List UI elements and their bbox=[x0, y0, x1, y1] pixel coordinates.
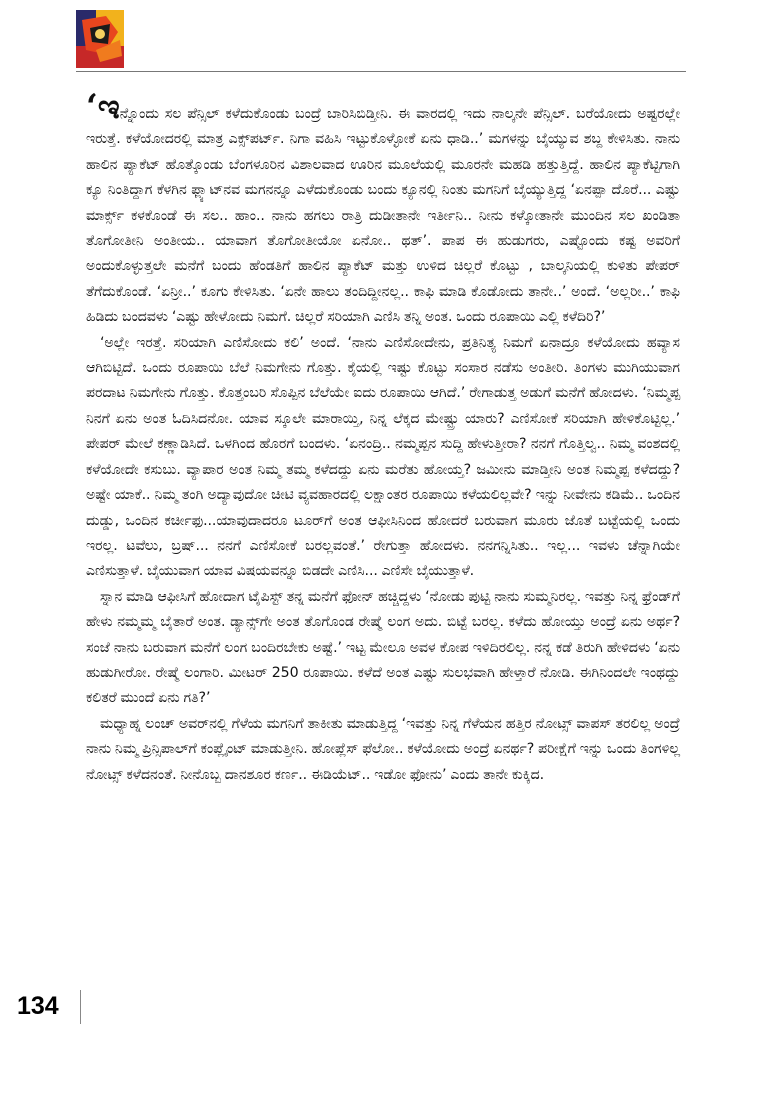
paragraph-4: ಮಧ್ಯಾಹ್ನ ಲಂಚ್ ಅವರ್‌ನಲ್ಲಿ ಗೆಳೆಯ ಮಗನಿಗೆ ತಾಕೀತು ಮಾಡುತ್ತಿದ್ದ ‘ಇವತ್ತು ನಿನ್ನ ಗೆಳೆಯನ ಹತ್ತಿರ ನೋಟ್ಸ್ ವಾಪಸ್ ತರಲಿಲ್ಲ ಅಂದ್ರೆ ನಾನು ನಿಮ್ಮ ಪ್ರಿನ್ಸಿಪಾಲ್‌ಗೆ ಕಂಪ್ಲೈಂಟ್ ಮಾಡುತ್ತೀನಿ. ಹೋಪ್ಲೆಸ್ ಫೆಲೋ.. ಕಳೆಯೋದು ಅಂದ್ರೆ ಏನರ್ಥ? ಪರೀಕ್ಷೆಗೆ ಇನ್ನು ಒಂದು ತಿಂಗಳಿಲ್ಲ ನೋಟ್ಸ್ ಕಳೆದನಂತೆ. ನೀನೊಬ್ಬ ದಾನಶೂರ ಕರ್ಣ.. ಈಡಿಯೆಟ್.. ಇಡೋ ಫೋನು’ ಎಂದು ತಾನೇ ಕುಕ್ಕಿದ. bbox=[86, 715, 680, 783]
page-number: 134 bbox=[17, 992, 59, 1020]
paragraph-3: ಸ್ನಾನ ಮಾಡಿ ಆಫೀಸಿಗೆ ಹೋದಾಗ ಟೈಪಿಸ್ಟ್ ತನ್ನ ಮನೆಗೆ ಫೋನ್ ಹಚ್ಚಿದ್ದಳು ‘ನೋಡು ಪುಟ್ಟಿ ನಾನು ಸುಮ್ಮನಿರಲ್ಲ. ಇವತ್ತು ನಿನ್ನ ಫ್ರೆಂಡ್‌ಗೆ ಹೇಳು ನಮ್ಮಮ್ಮ ಬೈತಾರೆ ಅಂತ. ಡ್ಯಾನ್ಸ್‌ಗೇ ಅಂತ ತೊಗೊಂಡ ರೇಷ್ಮೆ ಲಂಗ ಅದು. ಬಿಟ್ಟೆ ಬರಲ್ಲ. ಕಳೆದು ಹೋಯ್ತು ಅಂದ್ರೆ ಏನು ಅರ್ಥ? ಸಂಜೆ ನಾನು ಬರುವಾಗ ಮನೆಗೆ ಲಂಗ ಬಂದಿರಬೇಕು ಅಷ್ಟೆ.’ ಇಟ್ಟ ಮೇಲೂ ಅವಳ ಕೋಪ ಇಳಿದಿರಲಿಲ್ಲ. ನನ್ನ ಕಡೆ ತಿರುಗಿ ಹೇಳಿದಳು ‘ಏನು ಹುಡುಗೀರೋ. ರೇಷ್ಮೆ ಲಂಗಾರಿ. ಮೀಟರ್ 250 ರೂಪಾಯಿ. ಕಳೆದೆ ಅಂತ ಎಷ್ಟು ಸುಲಭವಾಗಿ ಹೇಳ್ತಾರೆ ನೋಡಿ. ಈಗಿನಿಂದಲೇ ಇಂಥದ್ದು ಕಲಿತರೆ ಮುಂದೆ ಏನು ಗತಿ?’ bbox=[86, 588, 680, 707]
paragraph-2: ‘ಅಲ್ಲೇ ಇರತ್ತೆ. ಸರಿಯಾಗಿ ಎಣಿಸೋದು ಕಲಿ’ ಅಂದೆ. ‘ನಾನು ಎಣಿಸೋದೇನು, ಪ್ರತಿನಿತ್ಯ ನಿಮಗೆ ಏನಾದ್ರೂ ಕಳೆಯೋದು ಹವ್ಯಾಸ ಆಗಿಬಿಟ್ಟಿದೆ. ಒಂದು ರೂಪಾಯಿ ಬೆಲೆ ನಿಮಗೇನು ಗೊತ್ತು. ಕೈಯಲ್ಲಿ ಇಷ್ಟು ಕೊಟ್ಟು ಸಂಸಾರ ನಡೆಸು ಅಂತೀರಿ. ತಿಂಗಳು ಮುಗಿಯುವಾಗ ಪರದಾಟ ನಿಮಗೇನು ಗೊತ್ತು. ಕೊತ್ತಂಬರಿ ಸೊಪ್ಪಿನ ಬೆಲೆಯೇ ಐದು ರೂಪಾಯಿ ಆಗಿದೆ.’ ರೇಗಾಡುತ್ತ ಅಡುಗೆ ಮನೆಗೆ ಹೋದಳು. ‘ನಿಮ್ಮಪ್ಪ ನಿನಗೆ ಏನು ಅಂತ ಓದಿಸಿದನೋ. ಯಾವ ಸ್ಕೂಲೇ ಮಾರಾಯ್ತಿ, ನಿನ್ನ ಲೆಕ್ಕದ ಮೇಷ್ಟ್ರು ಯಾರು? ಎಣಿಸೋಕೆ ಸರಿಯಾಗಿ ಹೇಳಿಕೊಟ್ಟಿಲ್ಲ.’ ಪೇಪರ್ ಮೇಲೆ ಕಣ್ಣಾಡಿಸಿದೆ. ಒಳಗಿಂದ ಹೊರಗೆ ಬಂದಳು. ‘ಏನಂದ್ರಿ.. ನಮ್ಮಪ್ಪನ ಸುದ್ದಿ ಹೇಳುತ್ತೀರಾ? ನನಗೆ ಗೊತ್ತಿಲ್ವ.. ನಿಮ್ಮ ವಂಶದಲ್ಲಿ ಕಳೆಯೋದೇ ಕಸುಬು. ವ್ಯಾಪಾರ ಅಂತ ನಿಮ್ಮ ತಮ್ಮ ಕಳೆದದ್ದು ಏನು ಮರೆತು ಹೋಯ್ತ? ಜಮೀನು ಮಾಡ್ತೀನಿ ಅಂತ ನಿಮ್ಮಪ್ಪ ಕಳೆದದ್ದು? ಅಷ್ಟೇ ಯಾಕೆ.. ನಿಮ್ಮ ತಂಗಿ ಅದ್ಯಾವುದೋ ಚೀಟಿ ವ್ಯವಹಾರದಲ್ಲಿ ಲಕ್ಷಾಂತರ ರೂಪಾಯಿ ಕಳೆಯಲಿಲ್ಲವೇ? ಇನ್ನು ನೀವೇನು ಕಡಿಮೆ.. ಒಂದಿನ ದುಡ್ಡು, ಒಂದಿನ ಕರ್ಚೀಫು...ಯಾವುದಾದರೂ ಟೂರ್‌ಗೆ ಅಂತ ಆಫೀಸಿನಿಂದ ಹೋದರೆ ಬರುವಾಗ ಮೂರು ಜೊತೆ ಬಟ್ಟೆಯಲ್ಲಿ ಒಂದು ಇರಲ್ಲ. ಟವೆಲು, ಬ್ರಷ್... ನನಗೆ ಎಣಿಸೋಕೆ ಬರಲ್ಲವಂತೆ.’ ರೇಗುತ್ತಾ ಹೋದಳು. ನನಗನ್ನಿಸಿತು.. ಇಲ್ಲ... ಇವಳು ಚೆನ್ನಾಗಿಯೇ ಎಣಿಸುತ್ತಾಳೆ. ಬೈಯುವಾಗ ಯಾವ ವಿಷಯವನ್ನೂ ಬಿಡದೇ ಎಣಿಸಿ... ಎಣಿಸೇ ಬೈಯುತ್ತಾಳೆ. bbox=[86, 334, 680, 580]
drop-cap: ‘ಇ bbox=[86, 87, 120, 127]
page-number-divider bbox=[80, 990, 81, 1024]
magazine-logo bbox=[76, 10, 124, 68]
article-body bbox=[86, 87, 680, 788]
header-rule bbox=[76, 71, 686, 72]
paragraph-1-text: ನ್ನೊಂದು ಸಲ ಪೆನ್ಸಿಲ್ ಕಳೆದುಕೊಂಡು ಬಂದ್ರೆ ಬಾರಿಸಿಬಿಡ್ತೀನಿ. ಈ ವಾರದಲ್ಲಿ ಇದು ನಾಲ್ಕನೇ ಪೆನ್ಸಿಲ್. ಬರೆಯೋದು ಅಷ್ಟರಲ್ಲೇ ಇರುತ್ತೆ. ಕಳೆಯೋದರಲ್ಲಿ ಮಾತ್ರ ಎಕ್ಸ್‌ಪರ್ಟ್. ನಿಗಾ ವಹಿಸಿ ಇಟ್ಟುಕೊಳ್ಳೋಕೆ ಏನು ಧಾಡಿ..’ ಮಗಳನ್ನು ಬೈಯ್ಯುವ ಶಬ್ದ ಕೇಳಿಸಿತು. ನಾನು ಹಾಲಿನ ಪ್ಯಾಕೆಟ್ ಹೊತ್ಕೊಂಡು ಬೆಂಗಳೂರಿನ ವಿಶಾಲವಾದ ಊರಿನ ಮೂಲೆಯಲ್ಲಿ ಮೂರನೇ ಮಹಡಿ ಹತ್ತುತ್ತಿದ್ದೆ. ಹಾಲಿನ ಪ್ಯಾಕೆಟ್ಟಿಗಾಗಿ ಕ್ಯೂ ನಿಂತಿದ್ದಾಗ ಕೆಳಗಿನ ಫ್ಲ್ಯಾಟ್‌ನವ ಮಗನನ್ನೂ ಎಳೆದುಕೊಂಡು ಬಂದು ಕ್ಯೂನಲ್ಲಿ ನಿಂತು ಮಗನಿಗೆ ಬೈಯ್ಯುತ್ತಿದ್ದ ‘ಏನಪ್ಪಾ ದೊರೆ... ಎಷ್ಟು ಮಾರ್ಕ್ಸ್ ಕಳಕೊಂಡೆ ಈ ಸಲ.. ಹಾಂ.. ನಾನು ಹಗಲು ರಾತ್ರಿ ದುಡೀತಾನೇ ಇರ್ತೀನಿ.. ನೀನು ಕಳ್ಕೋತಾನೇ ಮುಂದಿನ ಸಲ ಖಂಡಿತಾ ತೊಗೋತೀನಿ ಅಂತೀಯ.. ಯಾವಾಗ ತೊಗೋತೀಯೋ ಏನೋ.. ಥತ್’. ಪಾಪ ಈ ಹುಡುಗರು, ಎಷ್ಟೊಂದು ಕಷ್ಟ ಅವರಿಗೆ ಅಂದುಕೊಳ್ಳುತ್ತಲೇ ಮನೆಗೆ ಬಂದು ಹೆಂಡತಿಗೆ ಹಾಲಿನ ಪ್ಯಾಕೆಟ್ ಮತ್ತು ಉಳಿದ ಚಿಲ್ಲರೆ ಕೊಟ್ಟು , ಬಾಲ್ಕನಿಯಲ್ಲಿ ಕುಳಿತು ಪೇಪರ್ ತೆಗೆದುಕೊಂಡೆ. ‘ಏನ್ರೀ..’ ಕೂಗು ಕೇಳಿಸಿತು. ‘ಏನೇ ಹಾಲು ತಂದಿದ್ದೀನಲ್ಲ.. ಕಾಫಿ ಮಾಡಿ ಕೊಡೋದು ತಾನೇ..’ ಅಂದೆ. ‘ಅಲ್ಲರೀ..’ ಕಾಫಿ ಹಿಡಿದು ಬಂದವಳು ‘ಎಷ್ಟು ಹೇಳೋದು ನಿಮಗೆ. ಚಿಲ್ಲರೆ ಸರಿಯಾಗಿ ಎಣಿಸಿ ತನ್ನಿ ಅಂತ. ಒಂದು ರೂಪಾಯಿ ಎಲ್ಲಿ ಕಳೆದಿರಿ?’ bbox=[86, 106, 680, 326]
paragraph-1 bbox=[86, 87, 680, 331]
